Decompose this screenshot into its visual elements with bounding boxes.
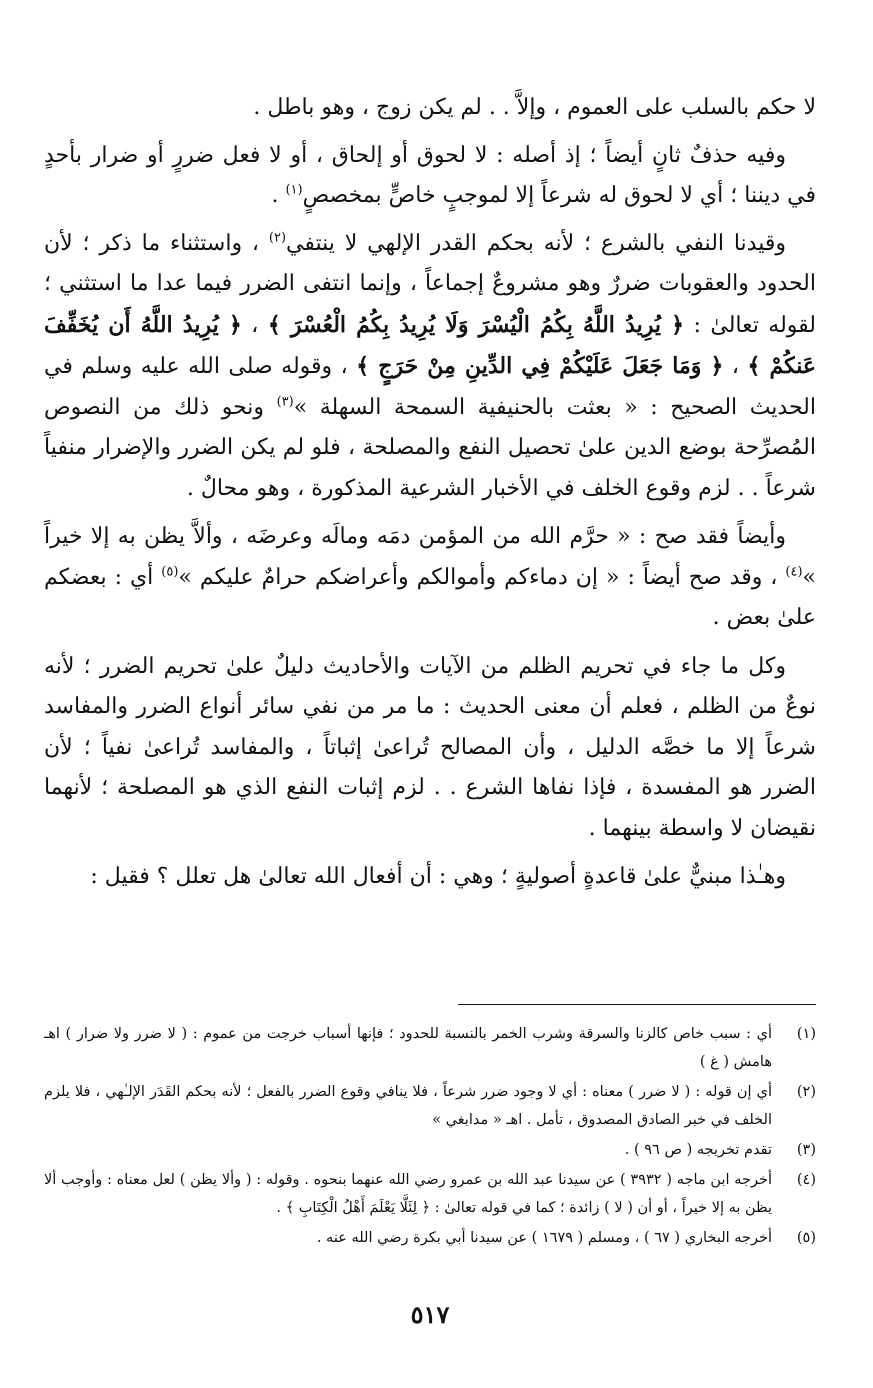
footnote xyxy=(44,1078,816,1134)
footnote-number: (١) xyxy=(796,1026,816,1042)
text-run: ونحو ذلك من النصوص المُصرِّحة بوضع الدين علىٰ تحصيل النفع والمصلحة ، فلو لم يكن الضرر والإضرار منفياً شرعاً . . لزم وقوع الخلف في الأخبار الشرعية المذكورة ، وهو محالٌ . xyxy=(44,394,816,501)
text-run: . xyxy=(271,183,286,208)
footnote-ref: (٢) xyxy=(268,230,287,246)
text-run: وقيدنا النفي بالشرع ؛ لأنه بحكم القدر الإلهي لا ينتفي xyxy=(286,230,787,256)
footnote xyxy=(44,1166,816,1222)
footnote-text: أي : سبب خاص كالزنا والسرقة وشرب الخمر بالنسبة للحدود ؛ فإنها أسباب خرجت من عموم : ( لا ضرر ولا ضرار ) اهـ هامش ( غ ) xyxy=(44,1026,772,1070)
quran-quote: ﴿ يُرِيدُ اللَّهُ أَن يُخَفِّفَ عَنكُمْ ﴾ xyxy=(44,311,817,379)
quran-quote: ﴿ يُرِيدُ اللَّهُ بِكُمُ الْيُسْرَ وَلَا يُرِيدُ بِكُمُ الْعُسْرَ ﴾ xyxy=(267,311,684,338)
text-run: ، xyxy=(723,354,748,379)
paragraph xyxy=(44,136,816,217)
text-run: لا حكم بالسلب على العموم ، وإلاَّ . . لم يكن زوج ، وهو باطل . xyxy=(253,95,816,120)
paragraph xyxy=(44,517,816,639)
footnote-number: (٤) xyxy=(796,1172,816,1188)
book-page xyxy=(44,88,816,1358)
main-text xyxy=(44,88,816,898)
text-run: وفيه حذفٌ ثانٍ أيضاً ؛ إذ أصله : لا لحوق أو إلحاق ، أو لا فعل ضررٍ أو ضرار بأحدٍ في ديننا ؛ أي لا لحوق له شرعاً إلا لموجبٍ خاصٍّ بمخصصٍ xyxy=(44,142,816,208)
footnote-number: (٥) xyxy=(796,1230,816,1246)
text-run: أي : بعضكم علىٰ بعض . xyxy=(44,564,816,630)
paragraph xyxy=(44,647,816,850)
text-run: ، xyxy=(241,312,268,338)
footnote-number: (٢) xyxy=(796,1084,816,1100)
paragraph xyxy=(44,88,816,129)
footnote-separator xyxy=(458,1004,816,1005)
quran-quote: ﴿ وَمَا جَعَلَ عَلَيْكُمْ فِي الدِّينِ مِنْ حَرَجٍ ﴾ xyxy=(356,353,724,379)
footnote-ref: (٣) xyxy=(276,394,294,410)
text-run: وأيضاً فقد صح : « حرَّم الله من المؤمن دمَه ومالَه وعرضَه ، وألاَّ يظن به إلا خيراً » xyxy=(44,524,816,590)
footnote xyxy=(44,1136,816,1164)
footnote-ref: (٤) xyxy=(785,564,803,580)
footnote-text: أخرجه ابن ماجه ( ٣٩٣٢ ) عن سيدنا عبد الله بن عمرو رضي الله عنهما بنحوه . وقوله : ( وألا يظن ) لعل معناه : وأوجب ألا يظن به إلا خيراً ، أو أن ( لا ) زائدة ؛ كما في قوله تعالىٰ : ﴿ لِئَلَّا يَعْلَمَ أَهْلُ الْكِتَابِ ﴾ . xyxy=(44,1172,772,1216)
footnote-text: أخرجه البخاري ( ٦٧ ) ، ومسلم ( ١٦٧٩ ) عن سيدنا أبي بكرة رضي الله عنه . xyxy=(316,1230,772,1246)
text-run: وهـٰذا مبنيٌّ علىٰ قاعدةٍ أصوليةٍ ؛ وهي : أن أفعال الله تعالىٰ هل تعلل ؟ فقيل : xyxy=(90,864,786,889)
footnote-text: تقدم تخريجه ( ص ٩٦ ) . xyxy=(624,1142,772,1158)
paragraph xyxy=(44,857,816,898)
text-run: ، وقوله صلى الله عليه وسلم في الحديث الصحيح : « بعثت بالحنيفية السمحة السهلة » xyxy=(44,354,816,420)
paragraph xyxy=(44,224,816,510)
text-run: ، وقد صح أيضاً : « إن دماءكم وأموالكم وأعراضكم حرامٌ عليكم » xyxy=(178,564,786,590)
footnote-text: أي إن قوله : ( لا ضرر ) معناه : أي لا وجود ضرر شرعاً ، فلا ينافي وقوع الضرر بالفعل ؛ لأنه بحكم القَدَر الإلـٰهي ، فلا يلزم الخلف في خبر الصادق المصدوق ، تأمل . اهـ « مدابغي » xyxy=(44,1084,772,1128)
footnote-ref: (١) xyxy=(285,182,303,198)
page-number: ٥١٧ xyxy=(410,1300,450,1329)
footnote-ref: (٥) xyxy=(161,564,179,580)
footnote xyxy=(44,1020,816,1076)
footnotes xyxy=(44,1020,816,1254)
text-run: وكل ما جاء في تحريم الظلم من الآيات والأحاديث دليلٌ علىٰ تحريم الضرر ؛ لأنه نوعٌ من الظلم ، فعلم أن معنى الحديث : ما مر من نفي سائر أنواع الضرر والمفاسد شرعاً إلا ما خصَّه الدليل ، وأن المصالح تُراعىٰ إثباتاً ، والمفاسد تُراعىٰ نفياً ؛ لأن الضرر هو المفسدة ، فإذا نفاها الشرع . . لزم إثبات النفع الذي هو المصلحة ؛ لأنهما نقيضان لا واسطة بينهما . xyxy=(44,653,816,841)
footnote xyxy=(44,1224,816,1252)
footnote-number: (٣) xyxy=(796,1142,816,1158)
text-run: ، واستثناء ما ذكر ؛ لأن الحدود والعقوبات ضررٌ وهو مشروعٌ إجماعاً ، وإنما انتفى الضرر فيما عدا ما استثني ؛ لقوله تعالىٰ : xyxy=(44,230,816,338)
